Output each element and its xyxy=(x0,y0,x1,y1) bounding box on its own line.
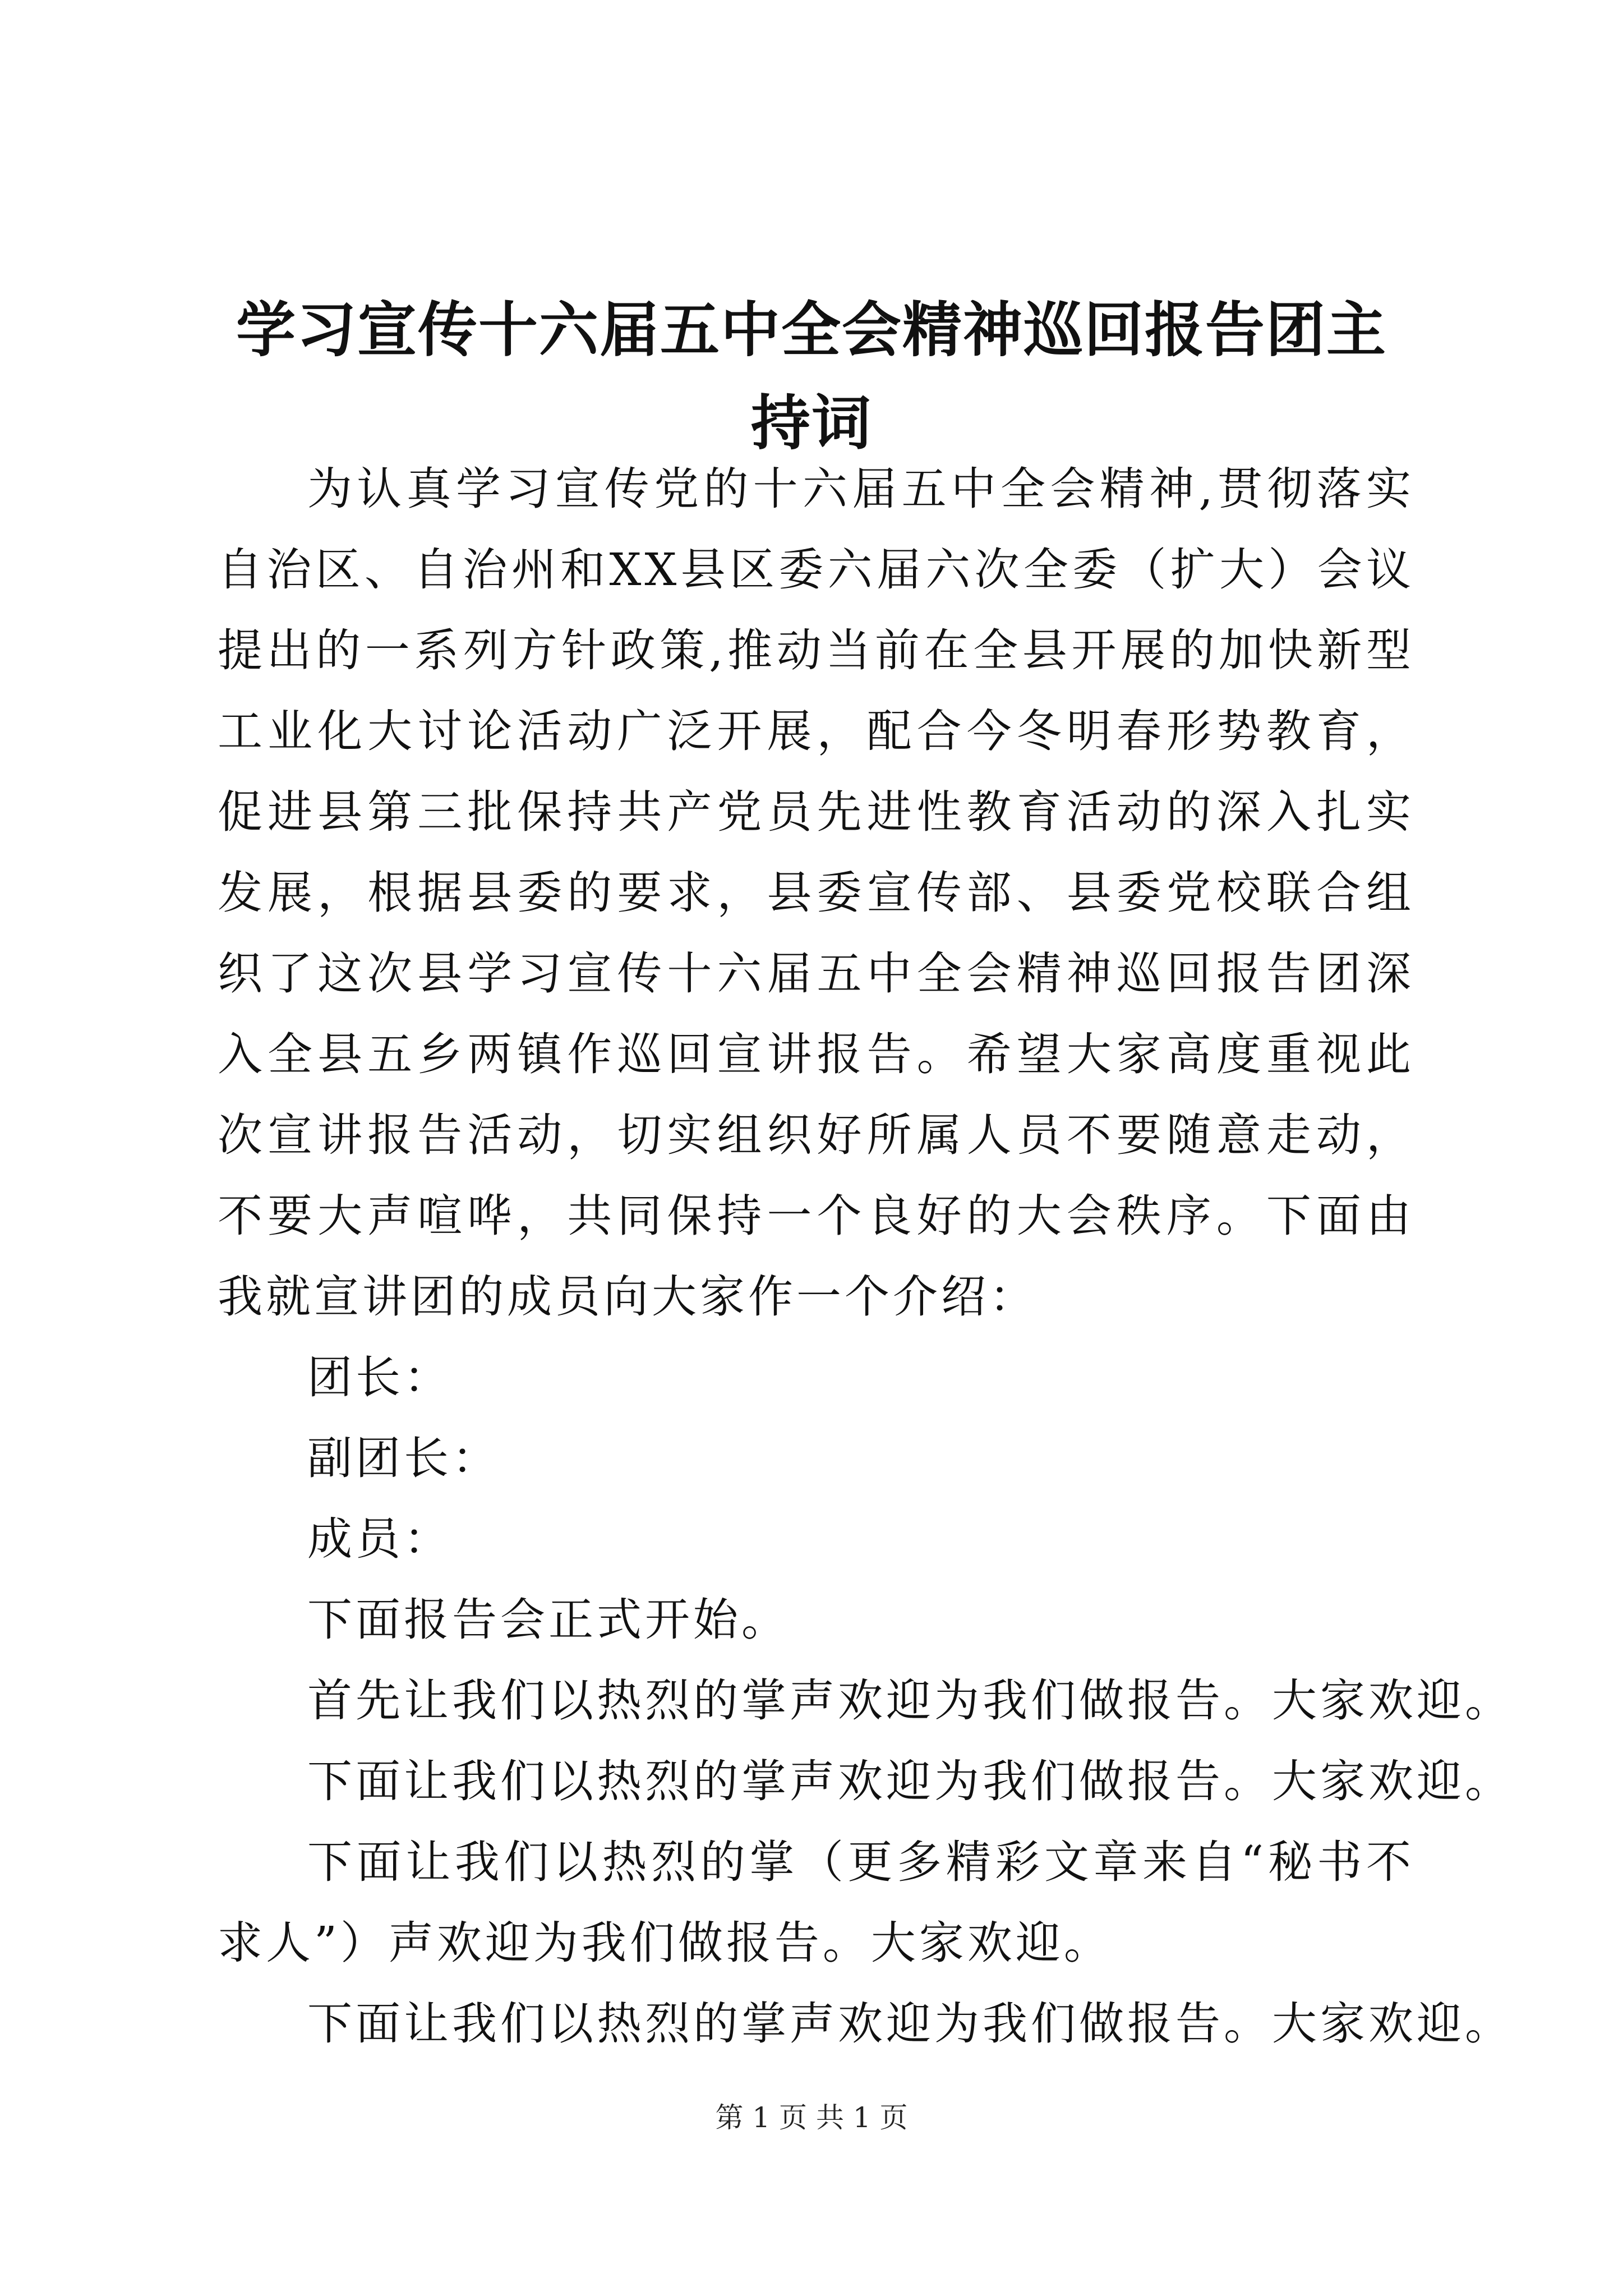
document-body xyxy=(218,449,1513,2064)
welcome-line-4: 下面让我们以热烈的掌声欢迎为我们做报告。大家欢迎。 xyxy=(307,1998,1513,2050)
meeting-start-line: 下面报告会正式开始。 xyxy=(307,1594,790,1646)
leader-line: 团长： xyxy=(307,1351,452,1404)
document-title: 学习宣传十六届五中全会精神巡回报告团主持词 xyxy=(236,295,1387,458)
page-footer: 第 1 页 共 1 页 xyxy=(715,2101,908,2134)
welcome-paragraph-3: 下面让我们以热烈的掌（更多精彩文章来自“秘书不求人”）声欢迎为我们做报告。大家欢迎。 xyxy=(218,1836,1414,1969)
members-line: 成员： xyxy=(307,1513,452,1565)
welcome-line-2: 下面让我们以热烈的掌声欢迎为我们做报告。大家欢迎。 xyxy=(307,1755,1513,1807)
deputy-leader-line: 副团长： xyxy=(307,1432,500,1484)
intro-paragraph: 为认真学习宣传党的十六届五中全会精神,贯彻落实自治区、自治州和XX县区委六届六次全委（扩大）会议提出的一系列方针政策,推动当前在全县开展的加快新型工业化大讨论活动广泛开展，配合今冬明春形势教育，促进县第三批保持共产党员先进性教育活动的深入扎实发展，根据县委的要求，县委宣传部、县委党校联合组织了这次县学习宣传十六届五中全会精神巡回报告团深入全县五乡两镇作巡回宣讲报告。希望大家高度重视此次宣讲报告活动，切实组织好所属人员不要随意走动，不要大声喧哗，共同保持一个良好的大会秩序。下面由我就宣讲团的成员向大家作一个介绍： xyxy=(218,463,1414,1323)
welcome-line-1: 首先让我们以热烈的掌声欢迎为我们做报告。大家欢迎。 xyxy=(307,1674,1513,1727)
